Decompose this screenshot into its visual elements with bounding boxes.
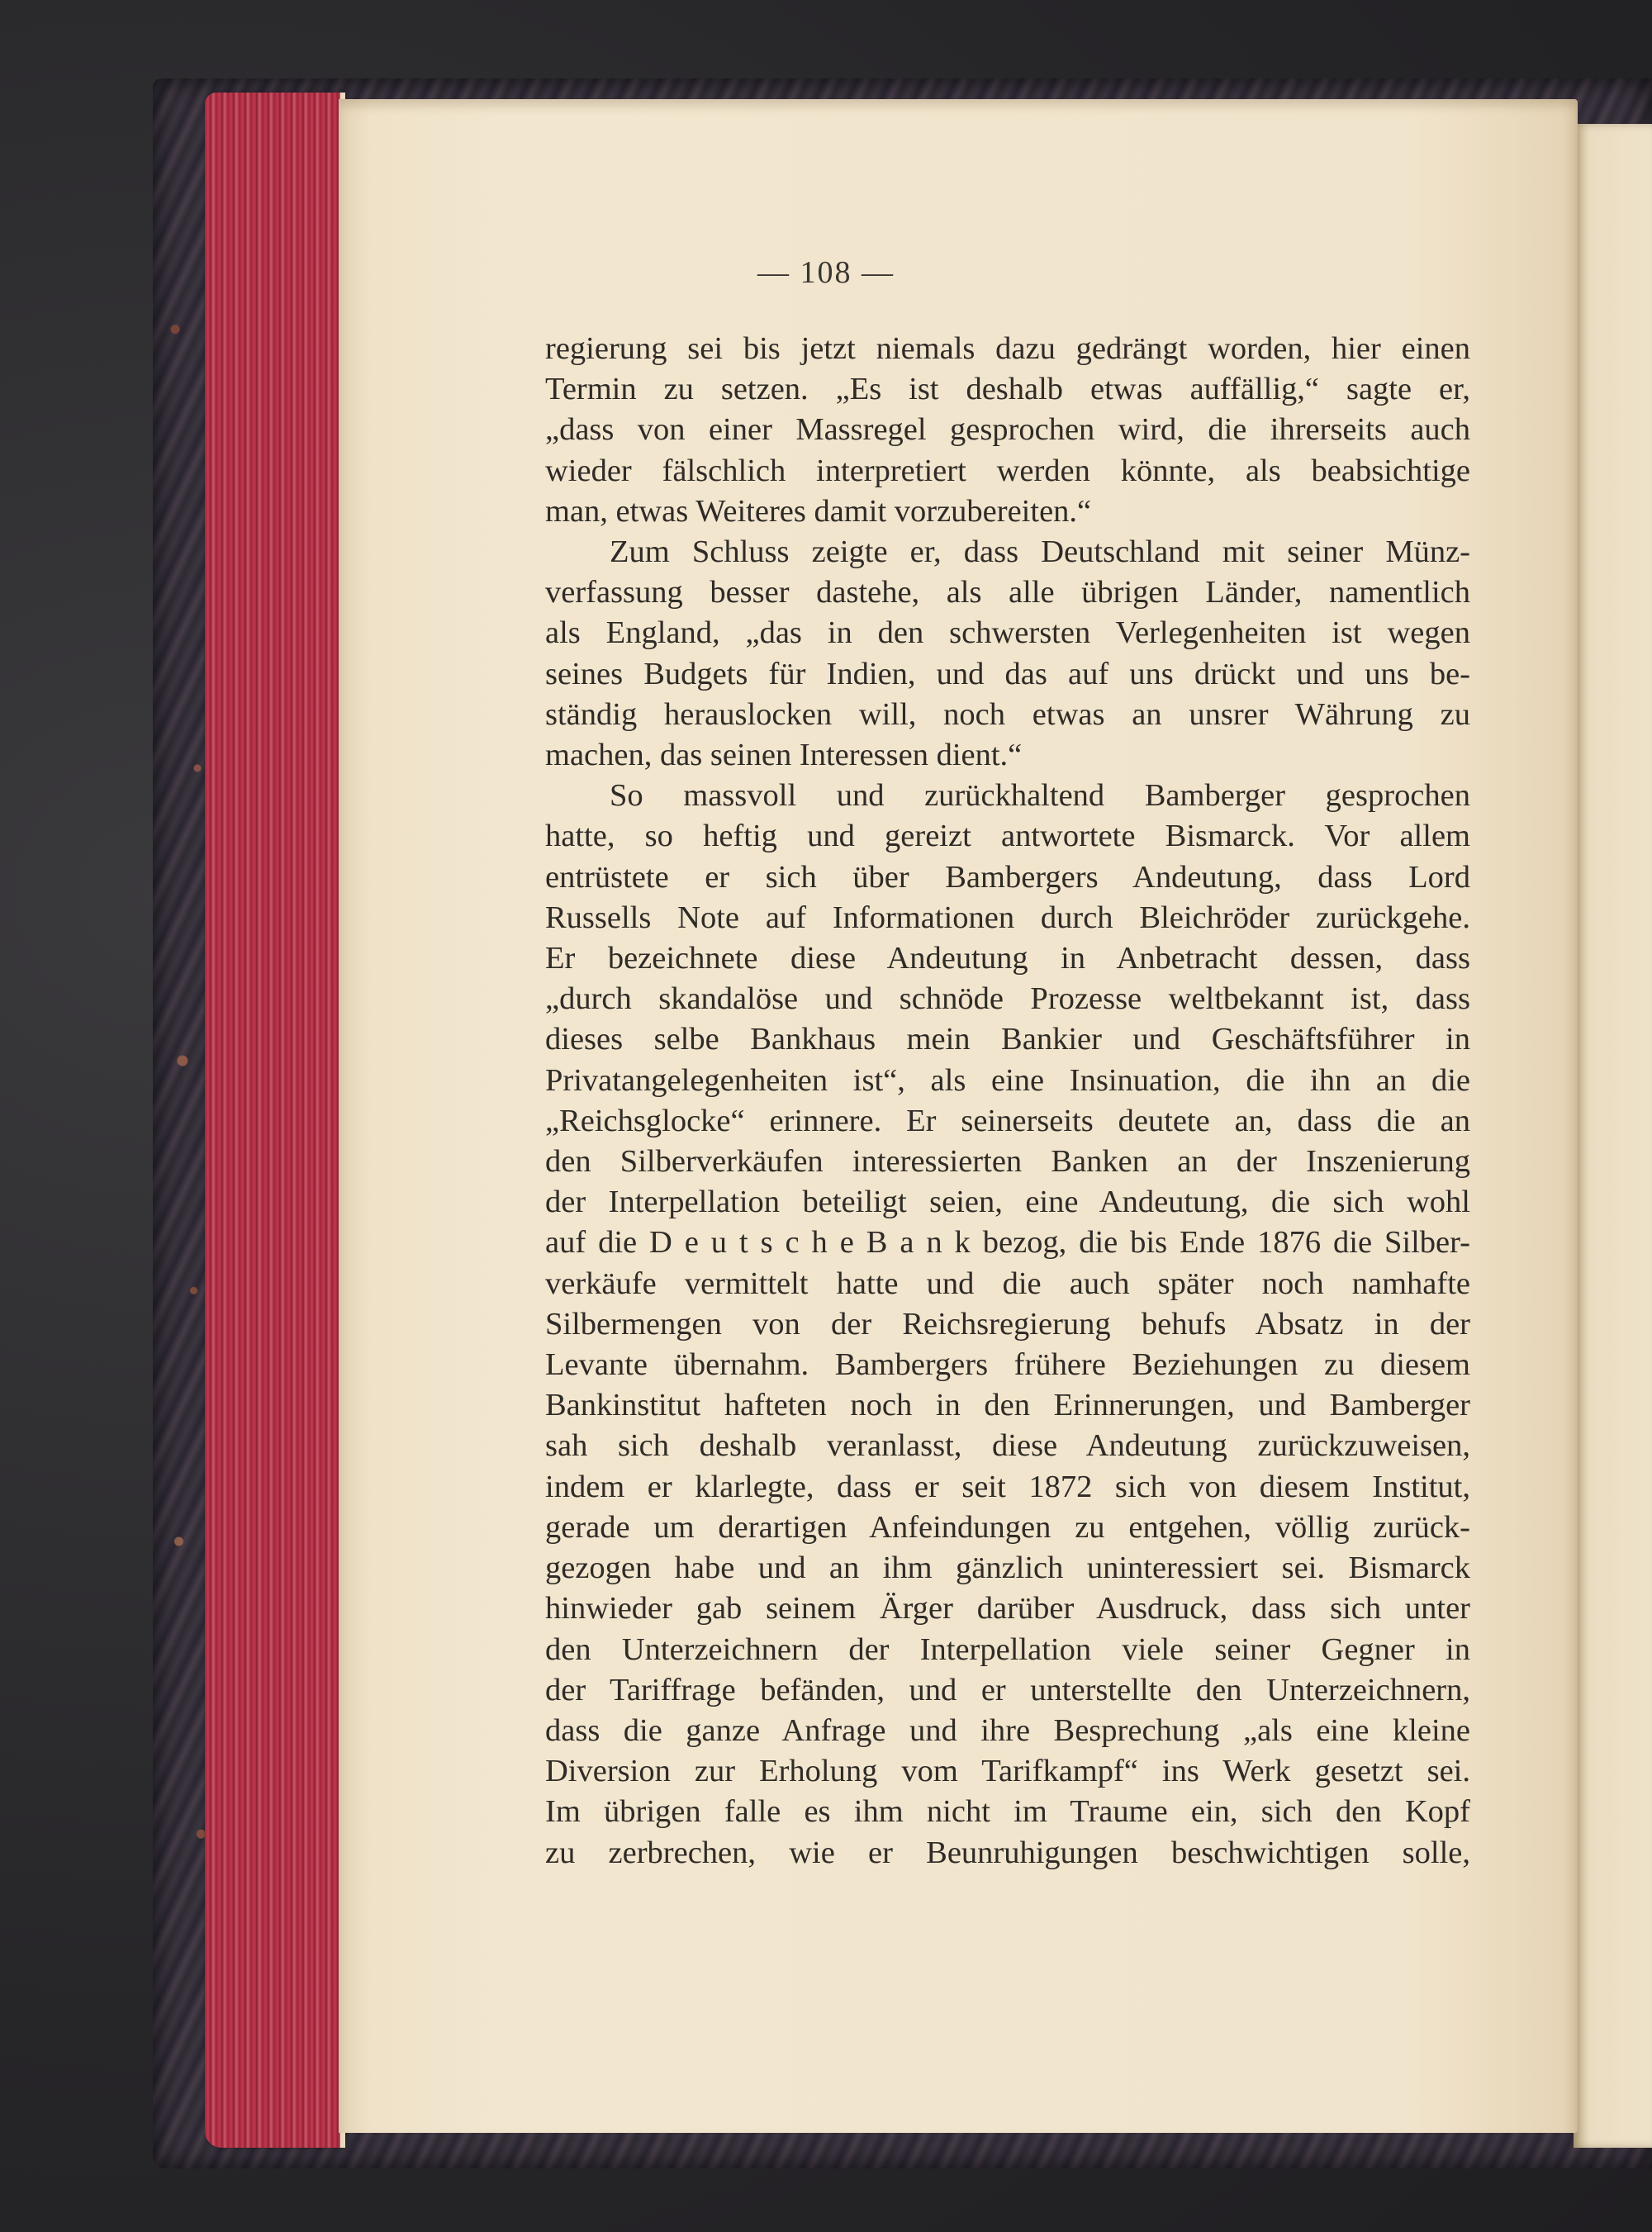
- text-line: man, etwas Weiteres damit vorzubereiten.“: [545, 493, 1092, 529]
- text-line: seines Budgets für Indien, und das auf uns drückt und uns be-: [545, 656, 1470, 691]
- text-line: Zum Schluss zeigte er, dass Deutschland mit seiner Münz-: [610, 534, 1470, 570]
- text-line: Im übrigen falle es ihm nicht im Traume ein, sich den Kopf: [545, 1794, 1470, 1830]
- text-line: Levante übernahm. Bambergers frühere Beziehungen zu diesem: [545, 1347, 1470, 1383]
- text-line: „Reichsglocke“ erinnere. Er seinerseits deutete an, dass die an: [545, 1103, 1470, 1138]
- text-line: den Unterzeichnern der Interpellation viele seiner Gegner in: [545, 1631, 1470, 1667]
- text-line: So massvoll und zurückhaltend Bamberger gesprochen: [610, 778, 1470, 814]
- text-line: der Interpellation beteiligt seien, eine Andeutung, die sich wohl: [545, 1185, 1470, 1220]
- next-page-edge: [1574, 124, 1652, 2148]
- red-page-edges: [205, 93, 345, 2148]
- text-line: Er bezeichnete diese Andeutung in Anbetracht dessen, dass: [545, 941, 1470, 976]
- text-line: als England, „das in den schwersten Verlegenheiten ist wegen: [545, 615, 1470, 651]
- text-line: „durch skandalöse und schnöde Prozesse weltbekannt ist, dass: [545, 981, 1470, 1017]
- text-line: Privatangelegenheiten ist“, als eine Insinuation, die ihn an die: [545, 1062, 1470, 1098]
- text-line: gerade um derartigen Anfeindungen zu entgehen, völlig zurück-: [545, 1509, 1470, 1545]
- text-line: hinwieder gab seinem Ärger darüber Ausdruck, dass sich unter: [545, 1591, 1470, 1627]
- text-line: ständig herauslocken will, noch etwas an unsrer Währung zu: [545, 696, 1470, 732]
- text-line: dieses selbe Bankhaus mein Bankier und Geschäftsführer in: [545, 1022, 1470, 1057]
- text-line: Silbermengen von der Reichsregierung behufs Absatz in der: [545, 1306, 1470, 1342]
- text-line: entrüstete er sich über Bambergers Andeutung, dass Lord: [545, 859, 1470, 895]
- text-line: Russells Note auf Informationen durch Bleichröder zurückgehe.: [545, 900, 1470, 935]
- text-line: dass die ganze Anfrage und ihre Besprechung „als eine kleine: [545, 1712, 1470, 1748]
- text-line: Bankinstitut hafteten noch in den Erinnerungen, und Bamberger: [545, 1388, 1470, 1423]
- page-number: — 108 —: [757, 255, 895, 290]
- text-line: wieder fälschlich interpretiert werden könnte, als beabsichtige: [545, 453, 1470, 488]
- text-line: regierung sei bis jetzt niemals dazu gedrängt worden, hier einen: [545, 331, 1470, 366]
- body-text: [545, 329, 1470, 1873]
- text-line: Termin zu setzen. „Es ist deshalb etwas auffällig,“ sagte er,: [545, 372, 1470, 407]
- text-line: auf die D e u t s c h e B a n k bezog, die bis Ende 1876 die Silber-: [545, 1225, 1470, 1261]
- text-line: verkäufe vermittelt hatte und die auch später noch namhafte: [545, 1266, 1470, 1301]
- text-line: machen, das seinen Interessen dient.“: [545, 738, 1023, 773]
- text-line: „dass von einer Massregel gesprochen wird, die ihrerseits auch: [545, 412, 1470, 448]
- text-line: den Silberverkäufen interessierten Banken an der Inszenierung: [545, 1144, 1470, 1180]
- text-line: gezogen habe und an ihm gänzlich uninteressiert sei. Bismarck: [545, 1551, 1470, 1586]
- text-line: zu zerbrechen, wie er Beunruhigungen beschwichtigen solle,: [545, 1835, 1470, 1870]
- text-line: verfassung besser dastehe, als alle übrigen Länder, namentlich: [545, 575, 1470, 610]
- text-line: Diversion zur Erholung vom Tarifkampf“ ins Werk gesetzt sei.: [545, 1754, 1470, 1789]
- text-line: hatte, so heftig und gereizt antwortete Bismarck. Vor allem: [545, 819, 1470, 854]
- text-line: indem er klarlegte, dass er seit 1872 sich von diesem Institut,: [545, 1469, 1470, 1504]
- text-line: der Tariffrage befänden, und er unterstellte den Unterzeichnern,: [545, 1672, 1470, 1707]
- text-line: sah sich deshalb veranlasst, diese Andeutung zurückzuweisen,: [545, 1428, 1470, 1464]
